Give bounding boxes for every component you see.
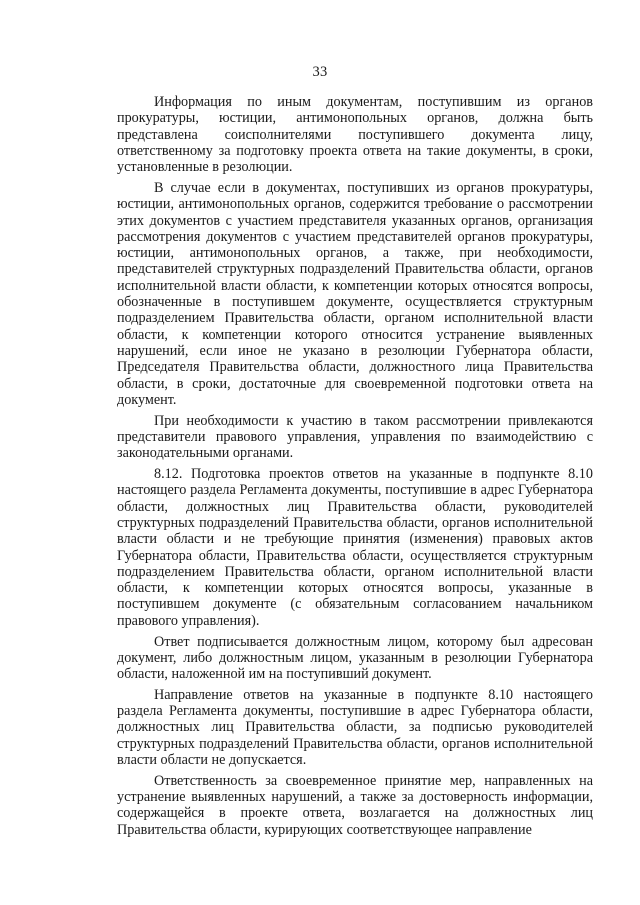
document-body [117,94,593,843]
paragraph-review-with-representatives: В случае если в документах, поступивших из органов прокуратуры, юстиции, антимонопольных органов, содержится требование о рассмотрении этих документов с участием представителя указанных органов, организация рассмотрения документов с участием представителей органов прокуратуры, юстиции, антимонопольных органов, а также, при необходимости, представителей структурных подразделений Правительства области, органов исполнительной власти области, к компетенции которых относятся вопросы, обозначенные в поступившем документе, осуществляется структурным подразделением Правительства области, органом исполнительной власти области, к компетенции которого относится устранение выявленных нарушений, если иное не указано в резолюции Губернатора области, Председателя Правительства области, должностного лица Правительства области, в сроки, достаточные для своевременной подготовки ответа на документ. [117,179,593,408]
paragraph-responsibility: Ответственность за своевременное принятие мер, направленных на устранение выявленных нарушений, а также за достоверность информации, содержащейся в проекте ответа, возлагается на должностных лиц Правительства области, курирующих соответствующее направление [117,772,593,838]
paragraph-section-8-12: 8.12. Подготовка проектов ответов на указанные в подпункте 8.10 настоящего раздела Регламента документы, поступившие в адрес Губернатора области, должностных лиц Правительства области, руководителей структурных подразделений Правительства области, органов исполнительной власти области и не требующие принятия (изменения) правовых актов Губернатора области, Правительства области, осуществляется структурным подразделением Правительства области, органом исполнительной власти области, к компетенции которых относятся вопросы, указанные в поступившем документе (с обязательным согласованием начальником правового управления). [117,466,593,629]
paragraph-info-other-documents: Информация по иным документам, поступившим из органов прокуратуры, юстиции, антимонопольных органов, должна быть представлена соисполнителями поступившего документа лицу, ответственному за подготовку проекта ответа на такие документы, в сроки, установленные в резолюции. [117,94,593,176]
paragraph-legal-department-participation: При необходимости к участию в таком рассмотрении привлекаются представители правового управления, управления по взаимодействию с законодательными органами. [117,412,593,462]
page-number: 33 [312,64,328,80]
paragraph-answer-signing: Ответ подписывается должностным лицом, которому был адресован документ, либо должностным лицом, указанным в резолюции Губернатора области, наложенной им на поступивший документ. [117,633,593,683]
paragraph-answer-direction: Направление ответов на указанные в подпункте 8.10 настоящего раздела Регламента документы, поступившие в адрес Губернатора области, должностных лиц Правительства области, за подписью руководителей структурных подразделений Правительства области, органов исполнительной власти области не допускается. [117,686,593,769]
